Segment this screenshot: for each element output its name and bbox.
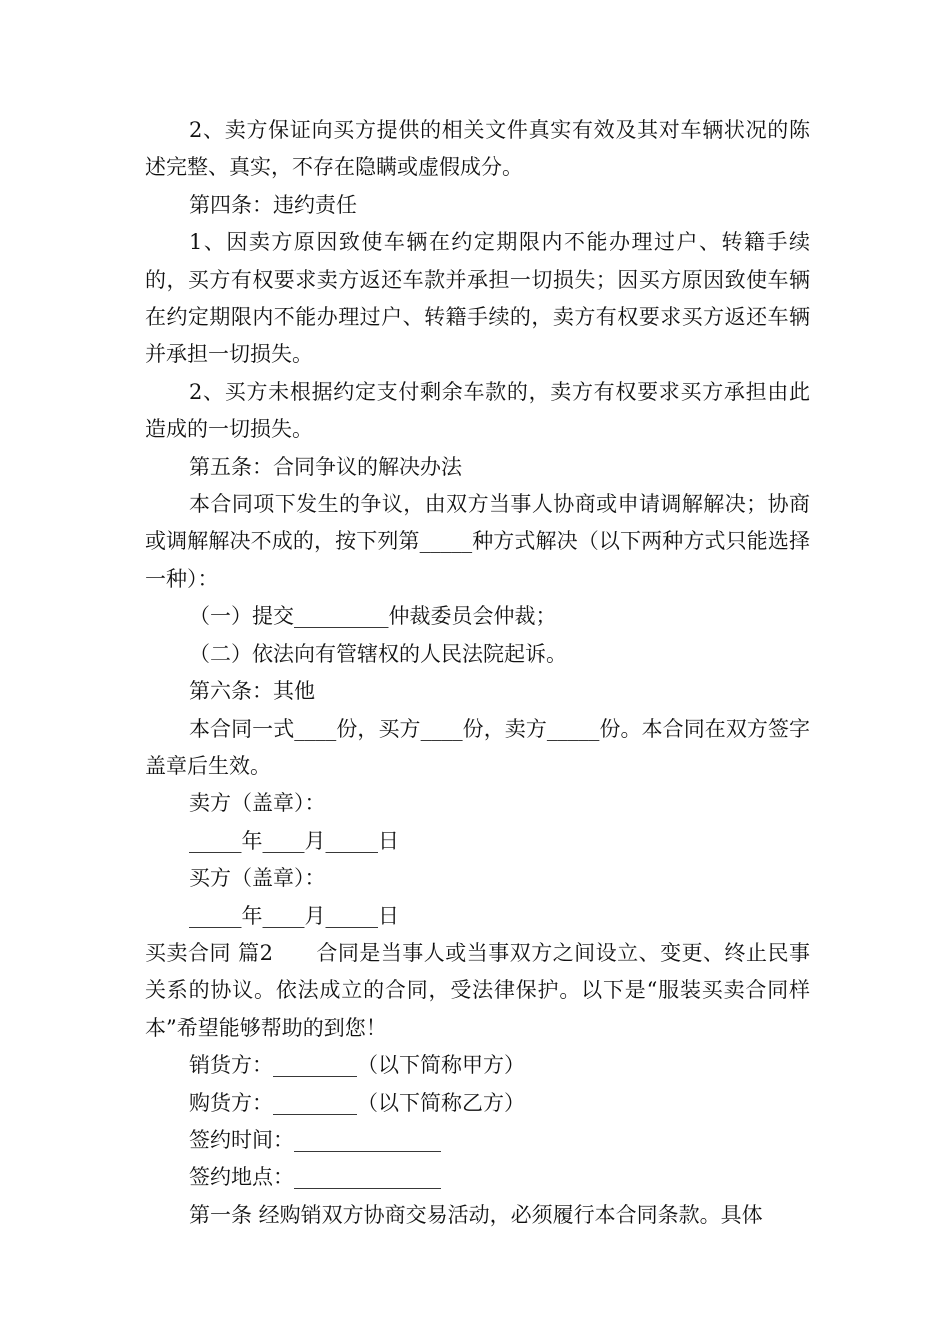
article-5-option-1: （一）提交_________仲裁委员会仲裁；	[189, 604, 557, 629]
buyer-seal-label: 买方（盖章）：	[189, 866, 326, 891]
seller-seal-label: 卖方（盖章）：	[189, 791, 326, 816]
article-4-heading: 第四条：违约责任	[189, 192, 357, 217]
seller-party-line: 销货方：________（以下简称甲方）	[189, 1053, 525, 1078]
signing-place-line: 签约地点：______________	[189, 1165, 441, 1190]
buyer-date-line: _____年____月_____日	[189, 903, 399, 928]
article-1-body: 第一条 经购销双方协商交易活动，必须履行本合同条款。具体	[189, 1202, 763, 1227]
article-4-item-2: 2、买方未根据约定支付剩余车款的，卖方有权要求买方承担由此造成的一切损失。	[145, 379, 810, 442]
article-6-heading: 第六条：其他	[189, 679, 315, 704]
article-6-body: 本合同一式____份，买方____份，卖方_____份。本合同在双方签字盖章后生效。	[145, 716, 810, 778]
article-5-body: 本合同项下发生的争议，由双方当事人协商或申请调解解决；协商或调解解决不成的，按下列第_____种方式解决（以下两种方式只能选择一种）：	[145, 492, 810, 591]
clause-3-item-2: 2、卖方保证向买方提供的相关文件真实有效及其对车辆状况的陈述完整、真实，不存在隐瞒或虚假成分。	[145, 118, 810, 180]
article-5-heading: 第五条：合同争议的解决办法	[189, 454, 462, 479]
buyer-party-line: 购货方：________（以下简称乙方）	[189, 1090, 525, 1115]
article-4-item-1: 1、因卖方原因致使车辆在约定期限内不能办理过户、转籍手续的，买方有权要求卖方返还车款并承担一切损失；因买方原因致使车辆在约定期限内不能办理过户、转籍手续的，卖方有权要求买方返还车辆并承担一切损失。	[145, 230, 810, 367]
document-page	[145, 112, 810, 1234]
article-5-option-2: （二）依法向有管辖权的人民法院起诉。	[189, 641, 567, 666]
signing-time-line: 签约时间：______________	[189, 1127, 441, 1152]
seller-date-line: _____年____月_____日	[189, 828, 399, 853]
contract-2-intro: 买卖合同 篇2 合同是当事人或当事双方之间设立、变更、终止民事关系的协议。依法成立的合同，受法律保护。以下是“服装买卖合同样本”希望能够帮助的到您！	[145, 940, 810, 1040]
